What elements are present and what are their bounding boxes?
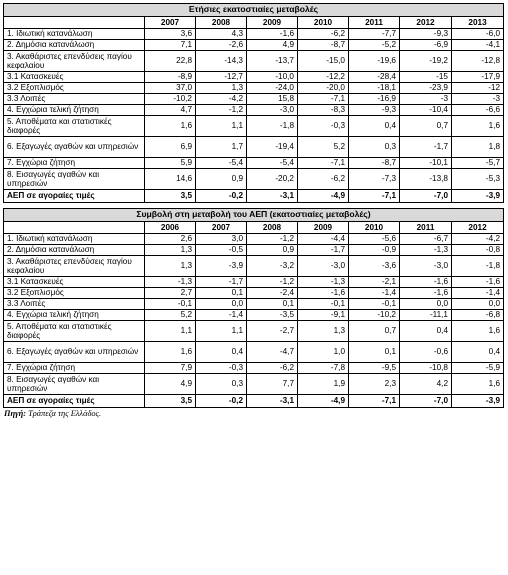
- total-value: -0,2: [196, 190, 247, 203]
- value-cell: -23,9: [400, 83, 452, 94]
- table-row: [4, 342, 504, 363]
- row-label: 8. Εισαγωγές αγαθών και υπηρεσιών: [4, 374, 145, 395]
- value-cell: -20,2: [247, 169, 298, 190]
- value-cell: -6,2: [298, 169, 349, 190]
- table2-header-row: [4, 222, 504, 234]
- value-cell: 1,3: [145, 245, 196, 256]
- source-text: Τράπεζα της Ελλάδος.: [25, 409, 102, 418]
- value-cell: 4,7: [145, 105, 196, 116]
- value-cell: 1,3: [196, 83, 247, 94]
- year-header: 2007: [145, 17, 196, 29]
- value-cell: -11,1: [400, 310, 452, 321]
- value-cell: -13,8: [400, 169, 452, 190]
- value-cell: -3: [400, 94, 452, 105]
- year-header: 2006: [145, 222, 196, 234]
- total-row: [4, 395, 504, 408]
- value-cell: 1,0: [298, 342, 349, 363]
- year-header: 2012: [400, 17, 452, 29]
- value-cell: -1,4: [452, 288, 504, 299]
- value-cell: 37,0: [145, 83, 196, 94]
- row-label: 4. Εγχώρια τελική ζήτηση: [4, 310, 145, 321]
- year-header: 2008: [196, 17, 247, 29]
- value-cell: -9,1: [298, 310, 349, 321]
- total-row: [4, 190, 504, 203]
- value-cell: 0,0: [452, 299, 504, 310]
- value-cell: -0,6: [400, 342, 452, 363]
- table-row: [4, 169, 504, 190]
- total-value: -3,9: [452, 190, 504, 203]
- source-label: Πηγή:: [4, 409, 26, 418]
- row-label: 6. Εξαγωγές αγαθών και υπηρεσιών: [4, 137, 145, 158]
- value-cell: 2,3: [349, 374, 400, 395]
- source-note: [3, 409, 503, 418]
- header-empty-cell: [4, 17, 145, 29]
- row-label: 8. Εισαγωγές αγαθών και υπηρεσιών: [4, 169, 145, 190]
- value-cell: -3,5: [247, 310, 298, 321]
- row-label: 5. Αποθέματα και στατιστικές διαφορές: [4, 116, 145, 137]
- value-cell: 4,3: [196, 29, 247, 40]
- total-value: -7,1: [349, 190, 400, 203]
- value-cell: 1,3: [298, 321, 349, 342]
- table1-header-row: [4, 17, 504, 29]
- value-cell: -4,1: [452, 40, 504, 51]
- table-row: [4, 40, 504, 51]
- value-cell: 0,3: [196, 374, 247, 395]
- value-cell: -9,3: [349, 105, 400, 116]
- total-value: -3,9: [452, 395, 504, 408]
- value-cell: 5,2: [145, 310, 196, 321]
- table-row: [4, 363, 504, 374]
- value-cell: 1,6: [452, 116, 504, 137]
- value-cell: -5,4: [247, 158, 298, 169]
- value-cell: -0,1: [145, 299, 196, 310]
- year-header: 2010: [298, 17, 349, 29]
- value-cell: -19,2: [400, 51, 452, 72]
- value-cell: -8,7: [349, 158, 400, 169]
- value-cell: 7,1: [145, 40, 196, 51]
- table-row: [4, 83, 504, 94]
- value-cell: 0,9: [247, 245, 298, 256]
- value-cell: -24,0: [247, 83, 298, 94]
- year-header: 2009: [247, 17, 298, 29]
- header-empty-cell: [4, 222, 145, 234]
- value-cell: -10,2: [145, 94, 196, 105]
- value-cell: -7,1: [298, 94, 349, 105]
- value-cell: -0,5: [196, 245, 247, 256]
- value-cell: 0,4: [196, 342, 247, 363]
- value-cell: 0,9: [196, 169, 247, 190]
- value-cell: -5,4: [196, 158, 247, 169]
- value-cell: -1,7: [298, 245, 349, 256]
- row-label: 4. Εγχώρια τελική ζήτηση: [4, 105, 145, 116]
- value-cell: -7,7: [349, 29, 400, 40]
- value-cell: -1,8: [452, 256, 504, 277]
- value-cell: -3,9: [196, 256, 247, 277]
- value-cell: -12,7: [196, 72, 247, 83]
- value-cell: 3,6: [145, 29, 196, 40]
- value-cell: -1,3: [145, 277, 196, 288]
- value-cell: -1,6: [247, 29, 298, 40]
- value-cell: -10,8: [400, 363, 452, 374]
- value-cell: 5,9: [145, 158, 196, 169]
- value-cell: 1,7: [196, 137, 247, 158]
- value-cell: -10,0: [247, 72, 298, 83]
- table-title: Συμβολή στη μεταβολή του ΑΕΠ (εκατοστιαίες μεταβολές): [4, 209, 504, 222]
- table-row: [4, 72, 504, 83]
- value-cell: 7,7: [247, 374, 298, 395]
- value-cell: 14,6: [145, 169, 196, 190]
- value-cell: 1,8: [452, 137, 504, 158]
- value-cell: -1,2: [247, 234, 298, 245]
- value-cell: -4,2: [196, 94, 247, 105]
- value-cell: -1,8: [247, 116, 298, 137]
- value-cell: -0,1: [298, 299, 349, 310]
- value-cell: -6,0: [452, 29, 504, 40]
- value-cell: -12,8: [452, 51, 504, 72]
- gdp-table: [3, 3, 504, 408]
- row-label: 3. Ακαθάριστες επενδύσεις παγίου κεφαλαίου: [4, 256, 145, 277]
- value-cell: -5,3: [452, 169, 504, 190]
- total-value: -7,0: [400, 190, 452, 203]
- value-cell: 0,4: [400, 321, 452, 342]
- total-value: -0,2: [196, 395, 247, 408]
- value-cell: 4,2: [400, 374, 452, 395]
- value-cell: -3,0: [298, 256, 349, 277]
- value-cell: 1,1: [196, 321, 247, 342]
- table-row: [4, 299, 504, 310]
- value-cell: 22,8: [145, 51, 196, 72]
- value-cell: -4,7: [247, 342, 298, 363]
- row-label: 7. Εγχώρια ζήτηση: [4, 363, 145, 374]
- total-value: -7,1: [349, 395, 400, 408]
- value-cell: -12,2: [298, 72, 349, 83]
- value-cell: 1,1: [145, 321, 196, 342]
- total-value: -3,1: [247, 395, 298, 408]
- value-cell: -10,4: [400, 105, 452, 116]
- row-label: 2. Δημόσια κατανάλωση: [4, 245, 145, 256]
- value-cell: 0,4: [452, 342, 504, 363]
- year-header: 2013: [452, 17, 504, 29]
- row-label: 1. Ιδιωτική κατανάλωση: [4, 234, 145, 245]
- value-cell: -1,7: [400, 137, 452, 158]
- total-label: ΑΕΠ σε αγοραίες τιμές: [4, 190, 145, 203]
- value-cell: -6,2: [298, 29, 349, 40]
- row-label: 3. Ακαθάριστες επενδύσεις παγίου κεφαλαίου: [4, 51, 145, 72]
- total-value: 3,5: [145, 190, 196, 203]
- value-cell: -6,2: [247, 363, 298, 374]
- value-cell: -3: [452, 94, 504, 105]
- total-value: -7,0: [400, 395, 452, 408]
- document-page: [3, 3, 503, 418]
- value-cell: 1,3: [145, 256, 196, 277]
- value-cell: 5,2: [298, 137, 349, 158]
- row-label: 3.3 Λοιπές: [4, 94, 145, 105]
- value-cell: -1,6: [400, 277, 452, 288]
- value-cell: -0,9: [349, 245, 400, 256]
- value-cell: -2,6: [196, 40, 247, 51]
- value-cell: -0,8: [452, 245, 504, 256]
- value-cell: 1,9: [298, 374, 349, 395]
- value-cell: -1,6: [452, 277, 504, 288]
- value-cell: -1,3: [400, 245, 452, 256]
- value-cell: -1,4: [349, 288, 400, 299]
- value-cell: 0,7: [349, 321, 400, 342]
- value-cell: 4,9: [247, 40, 298, 51]
- table-row: [4, 94, 504, 105]
- value-cell: -1,4: [196, 310, 247, 321]
- row-label: 3.3 Λοιπές: [4, 299, 145, 310]
- value-cell: -13,7: [247, 51, 298, 72]
- table-row: [4, 234, 504, 245]
- value-cell: -14,3: [196, 51, 247, 72]
- value-cell: -18,1: [349, 83, 400, 94]
- value-cell: -6,9: [400, 40, 452, 51]
- row-label: 7. Εγχώρια ζήτηση: [4, 158, 145, 169]
- value-cell: 0,0: [196, 299, 247, 310]
- table-row: [4, 51, 504, 72]
- table-row: [4, 256, 504, 277]
- value-cell: -2,7: [247, 321, 298, 342]
- value-cell: -8,9: [145, 72, 196, 83]
- value-cell: -4,4: [298, 234, 349, 245]
- value-cell: -6,7: [400, 234, 452, 245]
- table1-title-row: [4, 4, 504, 17]
- value-cell: 1,6: [145, 116, 196, 137]
- value-cell: -16,9: [349, 94, 400, 105]
- total-value: -3,1: [247, 190, 298, 203]
- row-label: 5. Αποθέματα και στατιστικές διαφορές: [4, 321, 145, 342]
- year-header: 2008: [247, 222, 298, 234]
- value-cell: -10,2: [349, 310, 400, 321]
- value-cell: 0,3: [349, 137, 400, 158]
- value-cell: -5,7: [452, 158, 504, 169]
- value-cell: -2,1: [349, 277, 400, 288]
- value-cell: -5,2: [349, 40, 400, 51]
- value-cell: -19,6: [349, 51, 400, 72]
- value-cell: -8,3: [298, 105, 349, 116]
- value-cell: -6,6: [452, 105, 504, 116]
- value-cell: -4,2: [452, 234, 504, 245]
- value-cell: -3,0: [400, 256, 452, 277]
- year-header: 2011: [349, 17, 400, 29]
- value-cell: 2,6: [145, 234, 196, 245]
- value-cell: -7,8: [298, 363, 349, 374]
- value-cell: 15,8: [247, 94, 298, 105]
- value-cell: 0,0: [400, 299, 452, 310]
- value-cell: -0,3: [298, 116, 349, 137]
- table-row: [4, 116, 504, 137]
- table-row: [4, 288, 504, 299]
- value-cell: -12: [452, 83, 504, 94]
- value-cell: -1,7: [196, 277, 247, 288]
- value-cell: -19,4: [247, 137, 298, 158]
- total-label: ΑΕΠ σε αγοραίες τιμές: [4, 395, 145, 408]
- value-cell: -3,2: [247, 256, 298, 277]
- value-cell: -1,2: [247, 277, 298, 288]
- value-cell: -1,3: [298, 277, 349, 288]
- value-cell: -9,3: [400, 29, 452, 40]
- total-value: -4,9: [298, 395, 349, 408]
- value-cell: 6,9: [145, 137, 196, 158]
- value-cell: 1,6: [145, 342, 196, 363]
- year-header: 2010: [349, 222, 400, 234]
- table-row: [4, 245, 504, 256]
- value-cell: -2,4: [247, 288, 298, 299]
- value-cell: -0,3: [196, 363, 247, 374]
- value-cell: -15,0: [298, 51, 349, 72]
- value-cell: -5,9: [452, 363, 504, 374]
- value-cell: 3,0: [196, 234, 247, 245]
- value-cell: -20,0: [298, 83, 349, 94]
- value-cell: -5,6: [349, 234, 400, 245]
- year-header: 2011: [400, 222, 452, 234]
- value-cell: -1,2: [196, 105, 247, 116]
- value-cell: 4,9: [145, 374, 196, 395]
- value-cell: 2,7: [145, 288, 196, 299]
- value-cell: -7,3: [349, 169, 400, 190]
- value-cell: 0,7: [400, 116, 452, 137]
- value-cell: 1,6: [452, 374, 504, 395]
- row-label: 2. Δημόσια κατανάλωση: [4, 40, 145, 51]
- row-label: 1. Ιδιωτική κατανάλωση: [4, 29, 145, 40]
- value-cell: -3,6: [349, 256, 400, 277]
- row-label: 3.1 Κατασκευές: [4, 277, 145, 288]
- table-row: [4, 137, 504, 158]
- year-header: 2012: [452, 222, 504, 234]
- value-cell: -3,0: [247, 105, 298, 116]
- value-cell: 0,1: [349, 342, 400, 363]
- row-label: 3.1 Κατασκευές: [4, 72, 145, 83]
- year-header: 2009: [298, 222, 349, 234]
- value-cell: -8,7: [298, 40, 349, 51]
- table-row: [4, 158, 504, 169]
- value-cell: -9,5: [349, 363, 400, 374]
- value-cell: 0,1: [196, 288, 247, 299]
- value-cell: -1,6: [400, 288, 452, 299]
- table-title: Ετήσιες εκατοστιαίες μεταβολές: [4, 4, 504, 17]
- value-cell: 7,9: [145, 363, 196, 374]
- row-label: 6. Εξαγωγές αγαθών και υπηρεσιών: [4, 342, 145, 363]
- value-cell: 1,1: [196, 116, 247, 137]
- table2-title-row: [4, 209, 504, 222]
- value-cell: -17,9: [452, 72, 504, 83]
- value-cell: -7,1: [298, 158, 349, 169]
- value-cell: -28,4: [349, 72, 400, 83]
- row-label: 3.2 Εξοπλισμός: [4, 83, 145, 94]
- value-cell: -10,1: [400, 158, 452, 169]
- value-cell: -6,8: [452, 310, 504, 321]
- value-cell: 0,4: [349, 116, 400, 137]
- value-cell: 0,1: [247, 299, 298, 310]
- year-header: 2007: [196, 222, 247, 234]
- value-cell: -1,6: [298, 288, 349, 299]
- table-row: [4, 105, 504, 116]
- table-row: [4, 374, 504, 395]
- total-value: 3,5: [145, 395, 196, 408]
- table-row: [4, 321, 504, 342]
- value-cell: 1,6: [452, 321, 504, 342]
- value-cell: -0,1: [349, 299, 400, 310]
- value-cell: -15: [400, 72, 452, 83]
- table-row: [4, 310, 504, 321]
- table-row: [4, 29, 504, 40]
- table-row: [4, 277, 504, 288]
- total-value: -4,9: [298, 190, 349, 203]
- row-label: 3.2 Εξοπλισμός: [4, 288, 145, 299]
